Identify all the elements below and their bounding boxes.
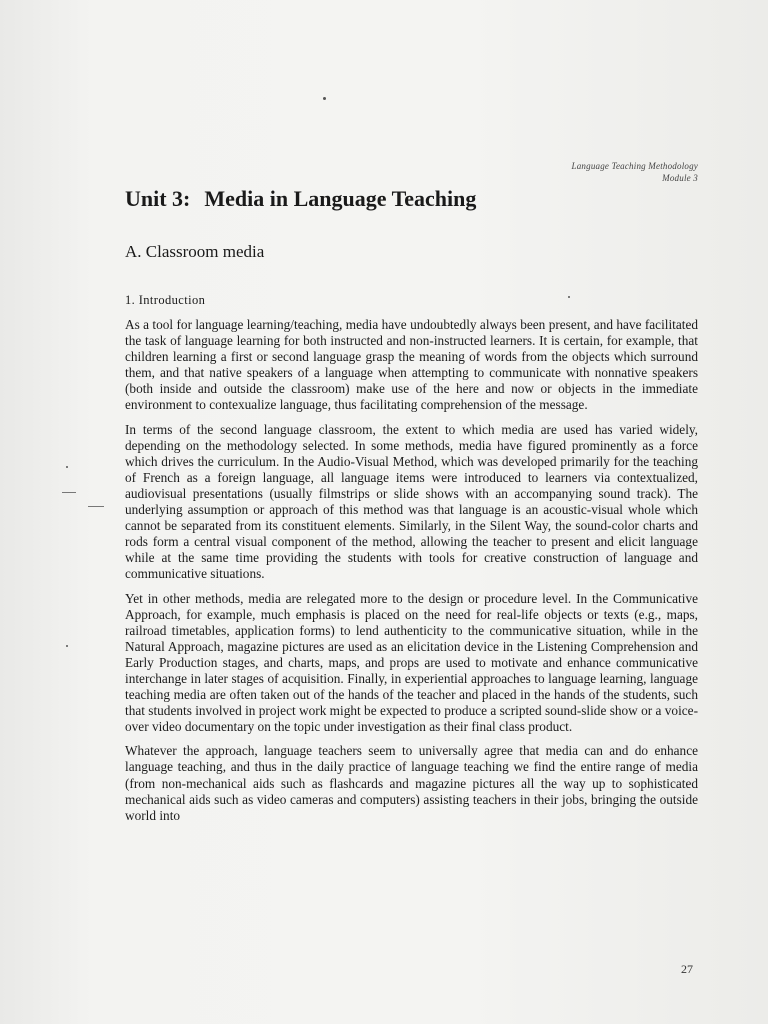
scan-speck	[568, 296, 570, 298]
scan-speck	[323, 97, 326, 100]
running-head-line-2: Module 3	[662, 173, 698, 183]
running-head-line-1: Language Teaching Methodology	[571, 161, 698, 171]
paragraph-4: Whatever the approach, language teachers seem to universally agree that media can and do enhance language teaching, and thus in the daily practice of language teaching we find the entire range of media (from non-mechanical aids such as flashcards and magazine pictures all the way up to sophisticated mechanical aids such as video cameras and computers) assisting teachers in their jobs, bringing the outside world into	[125, 743, 698, 823]
unit-title	[125, 186, 476, 212]
paragraph-2: In terms of the second language classroom, the extent to which media are used has varied widely, depending on the methodology selected. In some methods, media have figured prominently as a force which drives the curriculum. In the Audio-Visual Method, which was developed primarily for the teaching of French as a foreign language, all language items were introduced to learners via contextualized, audiovisual presentations (usually filmstrips or slide shows with an accompanying sound track). The underlying assumption or approach of this method was that language is an acoustic-visual whole which cannot be separated from its constituent elements. Similarly, in the Silent Way, the sound-color charts and rods form a central visual component of the method, allowing the teacher to present and elicit language while at the same time providing the students with tools for creative construction of language and communicative situations.	[125, 421, 698, 582]
scan-mark	[62, 492, 76, 493]
body-text	[125, 317, 698, 832]
section-heading: A. Classroom media	[125, 242, 265, 261]
scan-speck	[66, 466, 68, 468]
subsection-heading: 1. Introduction	[125, 293, 206, 307]
page-number: 27	[681, 962, 693, 976]
unit-number: Unit 3:	[125, 186, 191, 211]
paragraph-1: As a tool for language learning/teaching, media have undoubtedly always been present, and have facilitated the task of language learning for both instructed and non-instructed learners. It is certain, for example, that children learning a first or second language grasp the meaning of words from the objects which surround them, and that native speakers of a language when attempting to communicate with nonnative speakers (both inside and outside the classroom) make use of the here and now or objects in the immediate environment to contexualize language, thus facilitating comprehension of the message.	[125, 317, 698, 413]
scan-speck	[66, 645, 68, 647]
scan-mark	[88, 506, 104, 507]
paragraph-3: Yet in other methods, media are relegated more to the design or procedure level. In the Communicative Approach, for example, much emphasis is placed on the need for real-life objects or texts (e.g., maps, railroad timetables, application forms) to lend authenticity to the communicative situation, while in the Natural Approach, magazine pictures are used as an elicitation device in the Listening Comprehension and Early Production stages, and charts, maps, and props are used to motivate and enhance communicative interchange in later stages of acquisition. Finally, in experiential approaches to language learning, language teaching media are often taken out of the hands of the teacher and placed in the hands of the students, such that students involved in project work might be expected to produce a scripted sound-slide show or a voice-over video documentary on the topic under investigation as their final class product.	[125, 590, 698, 735]
running-head	[572, 160, 698, 184]
unit-title-text: Media in Language Teaching	[204, 186, 477, 211]
